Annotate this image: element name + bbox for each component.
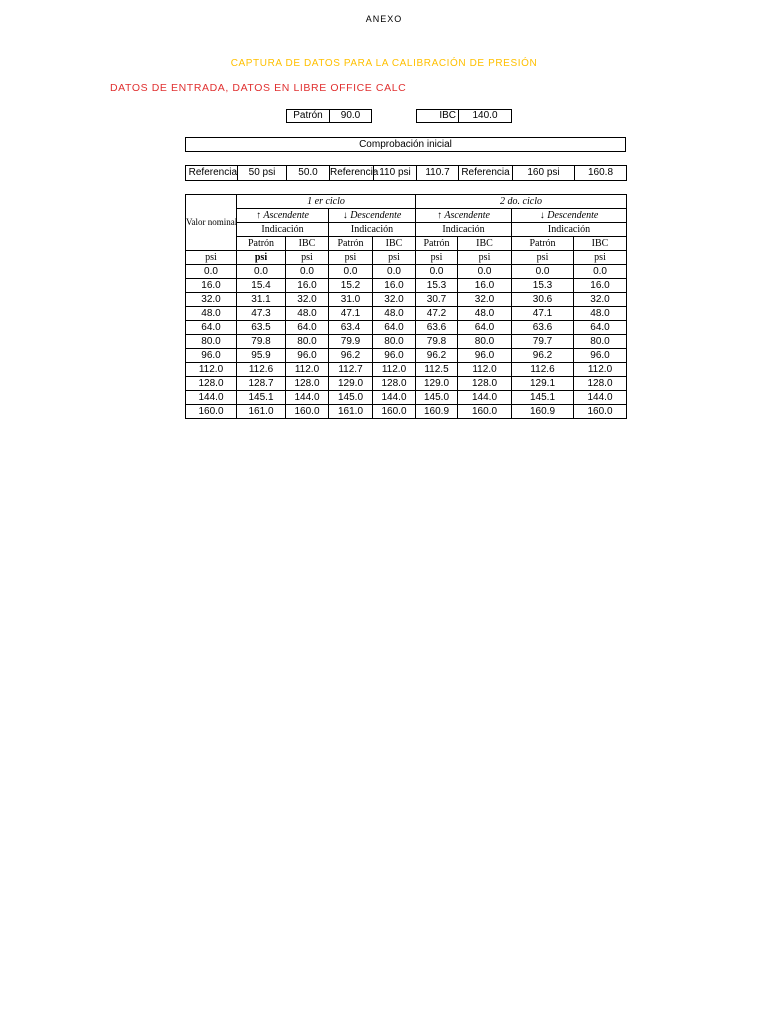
indication-header-row (186, 223, 627, 237)
nominal-value-cell: 32.0 (186, 293, 237, 307)
reading-cell[interactable]: 0.0 (416, 265, 458, 279)
table-row (186, 335, 627, 349)
reading-cell[interactable]: 112.0 (286, 363, 329, 377)
reading-cell[interactable]: 129.0 (329, 377, 373, 391)
ibc-column-header: IBC (574, 237, 627, 251)
table-row (186, 293, 627, 307)
reading-cell[interactable]: 160.0 (458, 405, 512, 419)
reading-cell[interactable]: 96.2 (416, 349, 458, 363)
reading-cell[interactable]: 30.7 (416, 293, 458, 307)
reading-cell[interactable]: 112.0 (574, 363, 627, 377)
patron-value-cell[interactable]: 90.0 (329, 109, 372, 123)
table-row (186, 349, 627, 363)
reading-cell[interactable]: 47.3 (237, 307, 286, 321)
reading-cell[interactable]: 144.0 (458, 391, 512, 405)
ibc-column-header: IBC (286, 237, 329, 251)
reading-cell[interactable]: 112.0 (373, 363, 416, 377)
unit-cell: psi (286, 251, 329, 265)
reading-cell[interactable]: 32.0 (458, 293, 512, 307)
ibc-column-header: IBC (458, 237, 512, 251)
direction-header-row (186, 209, 627, 223)
reading-cell[interactable]: 47.1 (512, 307, 574, 321)
cycle-2-ascending-header: ↑ Ascendente (416, 209, 512, 223)
unit-cell: psi (237, 251, 286, 265)
reading-cell[interactable]: 32.0 (574, 293, 627, 307)
reading-cell[interactable]: 128.0 (286, 377, 329, 391)
reading-cell[interactable]: 112.5 (416, 363, 458, 377)
reading-cell[interactable]: 129.1 (512, 377, 574, 391)
table-row (186, 321, 627, 335)
reading-cell[interactable]: 0.0 (286, 265, 329, 279)
reading-cell[interactable]: 64.0 (458, 321, 512, 335)
reading-cell[interactable]: 0.0 (373, 265, 416, 279)
nominal-value-header: Valor nominal (186, 195, 237, 251)
reading-cell[interactable]: 79.7 (512, 335, 574, 349)
reading-cell[interactable]: 16.0 (574, 279, 627, 293)
nominal-value-cell: 16.0 (186, 279, 237, 293)
reading-cell[interactable]: 95.9 (237, 349, 286, 363)
reading-cell[interactable]: 31.1 (237, 293, 286, 307)
reading-cell[interactable]: 64.0 (286, 321, 329, 335)
document-subtitle: CAPTURA DE DATOS PARA LA CALIBRACIÓN DE PRESIÓN (230, 58, 538, 69)
reading-cell[interactable]: 144.0 (373, 391, 416, 405)
nominal-value-cell: 64.0 (186, 321, 237, 335)
reading-cell[interactable]: 112.7 (329, 363, 373, 377)
reading-cell[interactable]: 0.0 (512, 265, 574, 279)
reading-cell[interactable]: 64.0 (373, 321, 416, 335)
reading-cell[interactable]: 79.8 (416, 335, 458, 349)
reading-cell[interactable]: 16.0 (458, 279, 512, 293)
table-row (186, 279, 627, 293)
annex-title: ANEXO (365, 14, 403, 24)
ibc-value-cell[interactable]: 140.0 (458, 109, 512, 123)
nominal-value-cell: 0.0 (186, 265, 237, 279)
reading-cell[interactable]: 48.0 (286, 307, 329, 321)
unit-cell: psi (186, 251, 237, 265)
patron-column-header: Patrón (329, 237, 373, 251)
reading-cell[interactable]: 160.0 (286, 405, 329, 419)
table-row (186, 391, 627, 405)
reading-cell[interactable]: 144.0 (574, 391, 627, 405)
reading-cell[interactable]: 145.1 (237, 391, 286, 405)
patron-column-header: Patrón (416, 237, 458, 251)
reference-nominal-cell: 110 psi (374, 166, 417, 181)
patron-column-header: Patrón (237, 237, 286, 251)
indication-header: Indicación (416, 223, 512, 237)
reading-cell[interactable]: 160.9 (512, 405, 574, 419)
reading-cell[interactable]: 48.0 (574, 307, 627, 321)
patron-column-header: Patrón (512, 237, 574, 251)
reading-cell[interactable]: 32.0 (286, 293, 329, 307)
unit-cell: psi (458, 251, 512, 265)
reference-nominal-cell: 160 psi (513, 166, 575, 181)
nominal-value-cell: 112.0 (186, 363, 237, 377)
cycle-2-descending-header: ↓ Descendente (512, 209, 627, 223)
reading-cell[interactable]: 160.0 (373, 405, 416, 419)
reference-label-cell: Referencia (186, 166, 238, 181)
reading-cell[interactable]: 79.8 (237, 335, 286, 349)
reading-cell[interactable]: 47.1 (329, 307, 373, 321)
calibration-body (186, 265, 627, 419)
reading-cell[interactable]: 64.0 (574, 321, 627, 335)
reading-cell[interactable]: 63.5 (237, 321, 286, 335)
reading-cell[interactable]: 16.0 (373, 279, 416, 293)
unit-cell: psi (574, 251, 627, 265)
indication-header: Indicación (329, 223, 416, 237)
reading-cell[interactable]: 63.6 (416, 321, 458, 335)
initial-check-table (185, 165, 627, 181)
reading-cell[interactable]: 145.1 (512, 391, 574, 405)
cycle-1-descending-header: ↓ Descendente (329, 209, 416, 223)
reference-nominal-cell: 50 psi (238, 166, 287, 181)
input-data-heading: DATOS DE ENTRADA, DATOS EN LIBRE OFFICE CALC (110, 82, 407, 94)
reading-cell[interactable]: 15.3 (416, 279, 458, 293)
unit-header-row (186, 251, 627, 265)
reading-cell[interactable]: 47.2 (416, 307, 458, 321)
initial-check-title: Comprobación inicial (185, 137, 626, 152)
ibc-column-header: IBC (373, 237, 416, 251)
reading-cell[interactable]: 15.2 (329, 279, 373, 293)
reading-cell[interactable]: 128.0 (458, 377, 512, 391)
reading-cell[interactable]: 15.3 (512, 279, 574, 293)
reference-reading-cell[interactable]: 110.7 (417, 166, 459, 181)
nominal-value-cell: 80.0 (186, 335, 237, 349)
reading-cell[interactable]: 145.0 (329, 391, 373, 405)
reading-cell[interactable]: 63.6 (512, 321, 574, 335)
reading-cell[interactable]: 161.0 (237, 405, 286, 419)
calibration-table (185, 194, 627, 419)
reading-cell[interactable]: 30.6 (512, 293, 574, 307)
patron-label-cell: Patrón (286, 109, 330, 123)
reading-cell[interactable]: 128.7 (237, 377, 286, 391)
reading-cell[interactable]: 129.0 (416, 377, 458, 391)
nominal-value-cell: 96.0 (186, 349, 237, 363)
reading-cell[interactable]: 16.0 (286, 279, 329, 293)
table-row (186, 265, 627, 279)
reading-cell[interactable]: 96.2 (329, 349, 373, 363)
table-row (186, 405, 627, 419)
reference-reading-cell[interactable]: 160.8 (575, 166, 627, 181)
reading-cell[interactable]: 15.4 (237, 279, 286, 293)
reading-cell[interactable]: 96.2 (512, 349, 574, 363)
unit-cell: psi (373, 251, 416, 265)
reading-cell[interactable]: 48.0 (373, 307, 416, 321)
reading-cell[interactable]: 0.0 (329, 265, 373, 279)
reading-cell[interactable]: 144.0 (286, 391, 329, 405)
indication-header: Indicación (512, 223, 627, 237)
reading-cell[interactable]: 32.0 (373, 293, 416, 307)
reference-label-cell: Referencia (330, 166, 374, 181)
ibc-label-cell: IBC (416, 109, 459, 123)
nominal-value-cell: 160.0 (186, 405, 237, 419)
reference-reading-cell[interactable]: 50.0 (287, 166, 330, 181)
reading-cell[interactable]: 0.0 (574, 265, 627, 279)
unit-cell: psi (329, 251, 373, 265)
cycle-header-row (186, 195, 627, 209)
reading-cell[interactable]: 112.6 (512, 363, 574, 377)
reading-cell[interactable]: 0.0 (458, 265, 512, 279)
reading-cell[interactable]: 160.0 (574, 405, 627, 419)
reading-cell[interactable]: 145.0 (416, 391, 458, 405)
reading-cell[interactable]: 80.0 (373, 335, 416, 349)
unit-cell: psi (512, 251, 574, 265)
reading-cell[interactable]: 160.9 (416, 405, 458, 419)
reading-cell[interactable]: 128.0 (373, 377, 416, 391)
indication-header: Indicación (237, 223, 329, 237)
nominal-value-cell: 128.0 (186, 377, 237, 391)
unit-cell: psi (416, 251, 458, 265)
table-row (186, 363, 627, 377)
reading-cell[interactable]: 63.4 (329, 321, 373, 335)
reading-cell[interactable]: 112.6 (237, 363, 286, 377)
reading-cell[interactable]: 112.0 (458, 363, 512, 377)
instrument-header-row (186, 237, 627, 251)
reading-cell[interactable]: 0.0 (237, 265, 286, 279)
cycle-1-header: 1 er ciclo (237, 195, 416, 209)
reading-cell[interactable]: 80.0 (574, 335, 627, 349)
reading-cell[interactable]: 96.0 (373, 349, 416, 363)
reading-cell[interactable]: 128.0 (574, 377, 627, 391)
reading-cell[interactable]: 80.0 (458, 335, 512, 349)
reading-cell[interactable]: 31.0 (329, 293, 373, 307)
reading-cell[interactable]: 48.0 (458, 307, 512, 321)
reading-cell[interactable]: 161.0 (329, 405, 373, 419)
reading-cell[interactable]: 79.9 (329, 335, 373, 349)
table-row (186, 377, 627, 391)
cycle-1-ascending-header: ↑ Ascendente (237, 209, 329, 223)
reference-label-cell: Referencia (459, 166, 513, 181)
table-row (186, 307, 627, 321)
reading-cell[interactable]: 96.0 (574, 349, 627, 363)
nominal-value-cell: 144.0 (186, 391, 237, 405)
initial-check-row (186, 166, 627, 181)
reading-cell[interactable]: 96.0 (458, 349, 512, 363)
nominal-value-cell: 48.0 (186, 307, 237, 321)
reading-cell[interactable]: 96.0 (286, 349, 329, 363)
cycle-2-header: 2 do. ciclo (416, 195, 627, 209)
reading-cell[interactable]: 80.0 (286, 335, 329, 349)
